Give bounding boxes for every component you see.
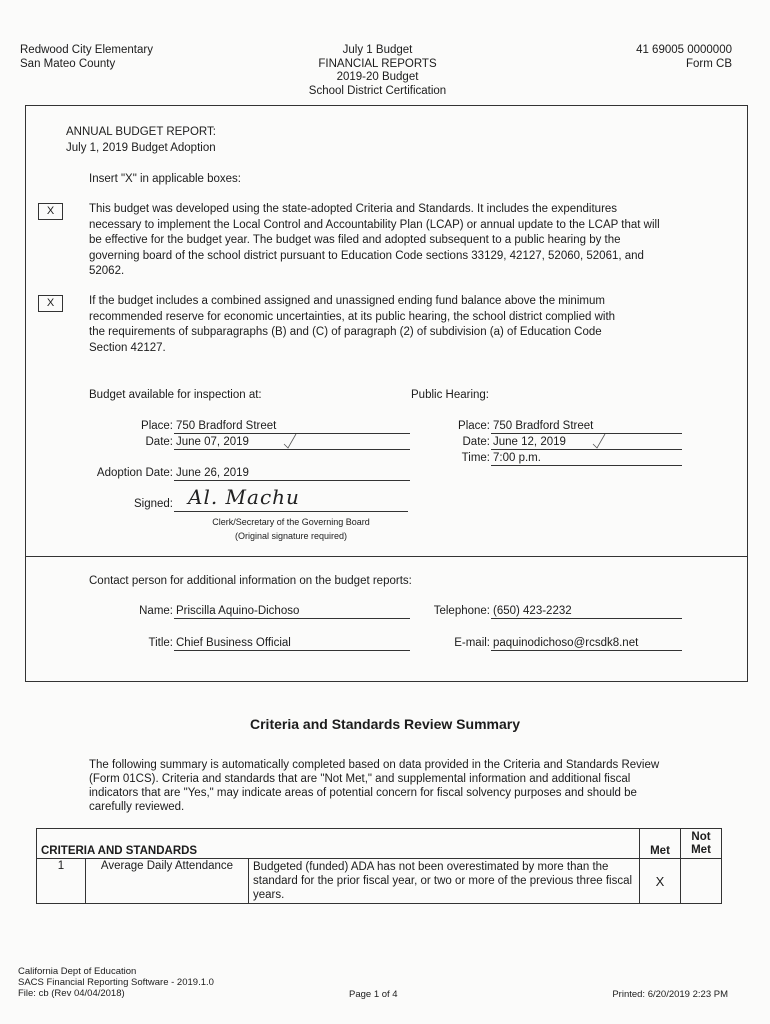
inspection-date-value: June 07, 2019 [174,435,410,450]
form-code-block [560,44,732,71]
form-name: Form CB [686,57,732,70]
title-line-1: July 1 Budget [342,44,413,56]
criteria-number: 1 [37,859,86,904]
criteria-met-mark: X [640,859,681,904]
criteria-description: Budgeted (funded) ADA has not been overestimated by more than the standard for the prior fiscal year, or two or more of the previous three fiscal years. [249,859,640,904]
hearing-time-value: 7:00 p.m. [491,451,682,466]
title-line-4: School District Certification [308,84,447,97]
reserve-compliance-text: If the budget includes a combined assigned and unassigned ending fund balance above the minimum recommended reserve for economic uncertainties, at its public hearing, the school district complied with the requirements of subparagraphs (B) and (C) of paragraph (2) of subdivision (a) of Education Code Section 42127. [89,295,616,354]
not-met-column-header [681,829,722,859]
contact-email-label: E-mail: [454,637,490,649]
printed-timestamp: Printed: 6/20/2019 2:23 PM [612,989,728,1000]
hearing-date-value: June 12, 2019 [491,435,682,450]
hearing-place-label: Place: [458,420,490,432]
contact-name-label: Name: [139,605,173,617]
not-met-label-line1: Not [691,831,711,843]
checkmark-icon [592,433,606,449]
report-heading: ANNUAL BUDGET REPORT: [66,126,216,138]
table-row [37,859,722,904]
instruction-text: Insert "X" in applicable boxes: [89,173,241,185]
footer-software: SACS Financial Reporting Software - 2019.1.0 [18,977,214,988]
met-column-header: Met [640,829,681,859]
contact-phone-label: Telephone: [433,605,490,617]
inspection-date-label: Date: [145,436,173,448]
contact-email-value[interactable]: paquinodichoso@rcsdk8.net [491,636,682,651]
inspection-place-value: 750 Bradford Street [174,419,410,434]
signer-title: Clerk/Secretary of the Governing Board [212,517,370,527]
hearing-place-value: 750 Bradford Street [491,419,682,434]
criteria-not-met-mark [681,859,722,904]
adoption-date-label: Adoption Date: [96,467,173,479]
checkbox-criteria-standards[interactable]: X [38,203,63,220]
title-line-2: FINANCIAL REPORTS [318,57,437,70]
handwritten-signature: Al. Machu [188,485,300,509]
district-header [20,44,153,71]
footer-file: File: cb (Rev 04/04/2018) [18,988,125,999]
checkbox-reserve-compliance[interactable]: X [38,295,63,312]
report-subheading: July 1, 2019 Budget Adoption [66,141,216,154]
district-name: Redwood City Elementary [20,44,153,56]
hearing-label: Public Hearing: [411,389,489,401]
contact-name-value: Priscilla Aquino-Dichoso [174,604,410,619]
footer-department: California Dept of Education [18,966,137,977]
summary-text: The following summary is automatically completed based on data provided in the Criteria and Standards Review (Form 01CS). Criteria and standards that are "Not Met," and supplemental information and additional fiscal indicators that are "Yes," may indicate areas of potential concern for fiscal solvency purposes and should be carefully reviewed. [89,759,660,813]
criteria-name: Average Daily Attendance [86,859,249,904]
signer-info [174,515,408,543]
district-code: 41 69005 0000000 [636,44,732,56]
signature-line [174,485,408,512]
criteria-standards-text: This budget was developed using the state-adopted Criteria and Standards. It includes the expenditures necessary to implement the Local Control and Accountability Plan (LCAP) or annual update to the LCAP that will be effective for the budget year. The budget was filed and adopted subsequent to a public hearing by the governing board of the school district pursuant to Education Code sections 33129, 42127, 52060, 52061, and 52062. [89,203,660,277]
criteria-table [36,828,722,904]
contact-phone-value: (650) 423-2232 [491,604,682,619]
hearing-date-label: Date: [462,436,490,448]
county-name: San Mateo County [20,57,116,70]
not-met-label-line2: Met [691,844,711,856]
criteria-table-header [37,829,722,859]
footer-info [18,966,214,999]
inspection-label: Budget available for inspection at: [89,389,262,401]
contact-title-label: Title: [148,637,173,649]
criteria-header-label: CRITERIA AND STANDARDS [37,829,640,859]
report-heading-block [66,125,216,156]
hearing-time-label: Time: [461,452,490,464]
checkmark-icon [283,433,297,449]
adoption-date-value: June 26, 2019 [174,466,410,481]
contact-intro: Contact person for additional information on the budget reports: [89,575,412,587]
summary-title: Criteria and Standards Review Summary [250,716,520,732]
signer-note: (Original signature required) [234,531,348,541]
report-title-block [270,44,485,98]
page-number: Page 1 of 4 [349,989,398,1000]
title-line-3: 2019-20 Budget [336,71,419,83]
contact-title-value: Chief Business Official [174,636,410,651]
inspection-place-label: Place: [141,420,173,432]
signed-label: Signed: [133,498,173,510]
